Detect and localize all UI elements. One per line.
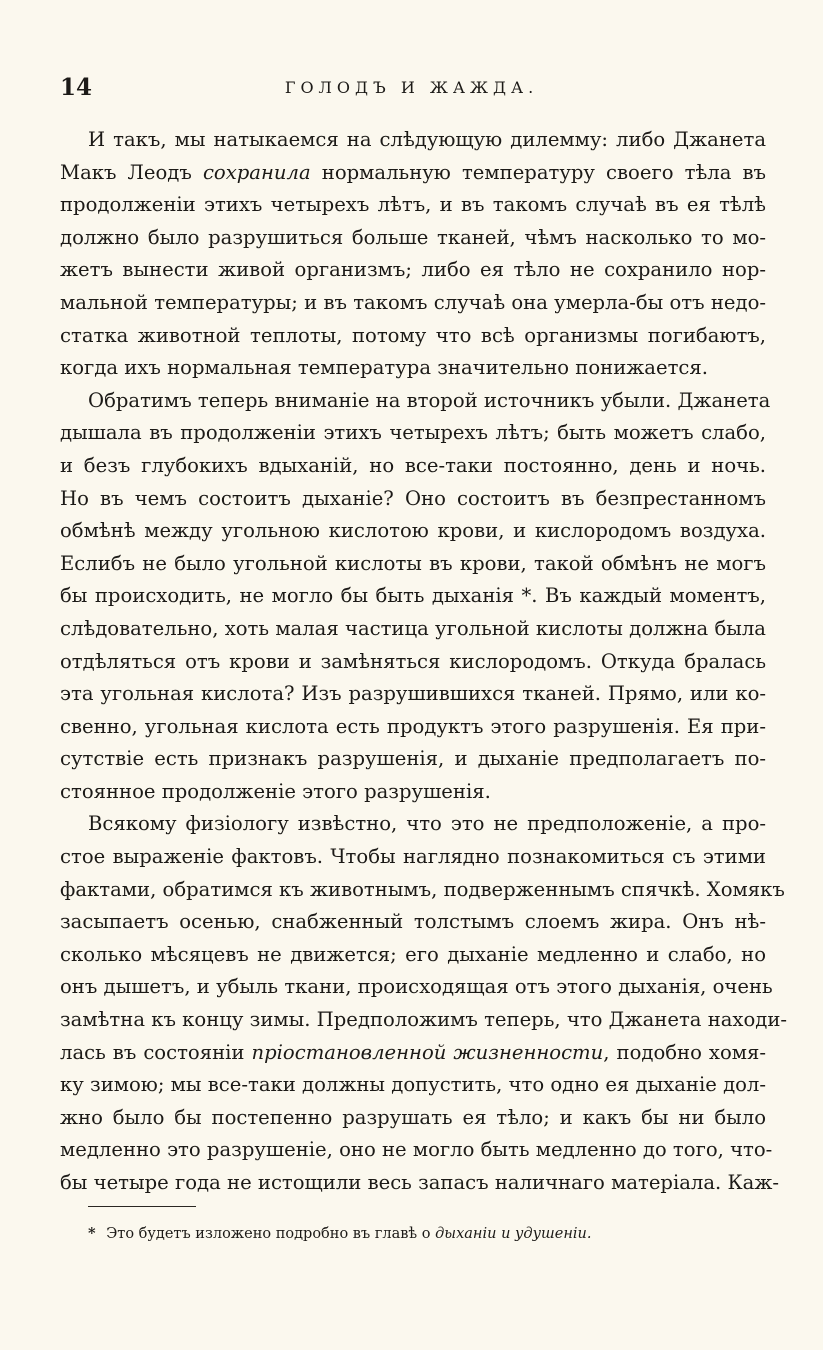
text-run: свенно, угольная кислота есть продуктъ этого разрушенія. Ея при- (60, 714, 766, 738)
text-line (60, 711, 766, 744)
text-line (60, 1069, 766, 1102)
text-line (60, 483, 766, 516)
text-line (60, 939, 766, 972)
text-line (60, 1134, 773, 1167)
text-line (60, 874, 785, 907)
text-line (60, 906, 766, 939)
page-header (60, 74, 763, 104)
text-run: онъ дышетъ, и убыль ткани, происходящая отъ этого дыханія, очень (60, 975, 773, 999)
paragraph (60, 385, 771, 809)
text-run: Макъ Леодъ (60, 160, 203, 184)
text-run: сколько мѣсяцевъ не движется; его дыханіе медленно и слабо, но (60, 942, 766, 966)
text-line (60, 385, 771, 418)
footnote (88, 1225, 591, 1242)
text-run: Обратимъ теперь вниманіе на второй источникъ убыли. Джанета (88, 388, 771, 412)
text-line (60, 841, 766, 874)
text-line (60, 646, 766, 679)
text-run: продолженіи этихъ четырехъ лѣтъ, и въ такомъ случаѣ въ ея тѣлѣ (60, 193, 766, 217)
text-line (60, 1037, 766, 1070)
italic-text: сохранила (202, 160, 311, 184)
text-line (60, 450, 766, 483)
footnote-mark: * (88, 1225, 96, 1242)
text-run: обмѣнѣ между угольною кислотою крови, и кислородомъ воздуха. (60, 519, 766, 543)
text-line (60, 1004, 788, 1037)
text-run: отдѣляться отъ крови и замѣняться кислородомъ. Откуда бралась (60, 649, 766, 673)
text-line (60, 124, 766, 157)
text-run: стоянное продолженіе этого разрушенія. (60, 779, 491, 803)
text-line (60, 417, 766, 450)
text-line (60, 1167, 779, 1200)
paragraph (60, 124, 766, 385)
text-run: сутствіе есть признакъ разрушенія, и дыханіе предполагаетъ по- (60, 747, 766, 771)
running-title: ГОЛОДЪ И ЖАЖДА. (284, 78, 539, 97)
text-line (60, 678, 766, 711)
text-line (60, 189, 766, 222)
text-run: фактами, обратимся къ животнымъ, подверженнымъ спячкѣ. Хомякъ (60, 877, 785, 901)
text-run: Но въ чемъ состоитъ дыханіе? Оно состоитъ въ безпрестанномъ (60, 486, 766, 510)
text-run: лась въ состояніи (60, 1040, 252, 1064)
text-run: и безъ глубокихъ вдыханій, но все-таки постоянно, день и ночь. (60, 453, 766, 477)
text-run: замѣтна къ концу зимы. Предположимъ теперь, что Джанета находи- (60, 1008, 788, 1032)
text-run: Всякому физіологу извѣстно, что это не предположеніе, а про- (88, 812, 766, 836)
text-run: жно было бы постепенно разрушать ея тѣло; и какъ бы ни было (60, 1105, 766, 1129)
text-run: ку зимою; мы все-таки должны допустить, что одно ея дыханіе дол- (60, 1073, 766, 1097)
body-text (60, 124, 788, 1200)
text-run: когда ихъ нормальная температура значительно понижается. (60, 356, 708, 380)
text-line (60, 613, 766, 646)
text-run: стое выраженіе фактовъ. Чтобы наглядно познакомиться съ этими (60, 845, 766, 869)
text-line (60, 776, 766, 809)
text-line (60, 1102, 766, 1135)
text-run: бы происходить, не могло бы быть дыханія *. Въ каждый моментъ, (60, 584, 766, 608)
text-line (60, 515, 766, 548)
text-line (60, 548, 766, 581)
text-line (60, 254, 766, 287)
text-run: нормальную температуру своего тѣла въ (310, 160, 766, 184)
text-line (60, 971, 773, 1004)
text-line (60, 157, 766, 190)
text-run: дышала въ продолженіи этихъ четырехъ лѣтъ; быть можетъ слабо, (60, 421, 766, 445)
paragraph (60, 808, 788, 1199)
text-run: , подобно хомя- (603, 1040, 766, 1064)
text-line (60, 580, 766, 613)
footnote-rule (88, 1206, 196, 1207)
text-run: засыпаетъ осенью, снабженный толстымъ слоемъ жира. Онъ нѣ- (60, 910, 766, 934)
text-line (60, 320, 766, 353)
text-run: жетъ вынести живой организмъ; либо ея тѣло не сохранило нор- (60, 258, 766, 282)
text-run: слѣдовательно, хоть малая частица угольной кислоты должна была (60, 616, 766, 640)
text-run: Еслибъ не было угольной кислоты въ крови, такой обмѣнъ не могъ (60, 551, 766, 575)
text-run: бы четыре года не истощили весь запасъ наличнаго матеріала. Каж- (60, 1171, 779, 1194)
text-run: И такъ, мы натыкаемся на слѣдующую дилемму: либо Джанета (88, 128, 766, 151)
text-run: мальной температуры; и въ такомъ случаѣ она умерла-бы отъ недо- (60, 290, 766, 314)
footnote-italic-text: дыханіи и удушеніи. (435, 1226, 592, 1242)
text-run: должно было разрушиться больше тканей, чѣмъ насколько то мо- (60, 225, 766, 249)
text-line (60, 222, 766, 255)
text-line (60, 352, 766, 385)
text-run: статка животной теплоты, потому что всѣ организмы погибаютъ, (60, 323, 766, 347)
italic-text: пріостановленной жизненности (251, 1040, 604, 1064)
footnote-text: Это будетъ изложено подробно въ главѣ о (106, 1226, 436, 1242)
page-number: 14 (60, 74, 93, 101)
text-run: эта угольная кислота? Изъ разрушившихся тканей. Прямо, или ко- (60, 682, 766, 706)
text-line (60, 808, 766, 841)
text-run: медленно это разрушеніе, оно не могло быть медленно до того, что- (60, 1138, 773, 1162)
text-line (60, 743, 766, 776)
text-line (60, 287, 766, 320)
